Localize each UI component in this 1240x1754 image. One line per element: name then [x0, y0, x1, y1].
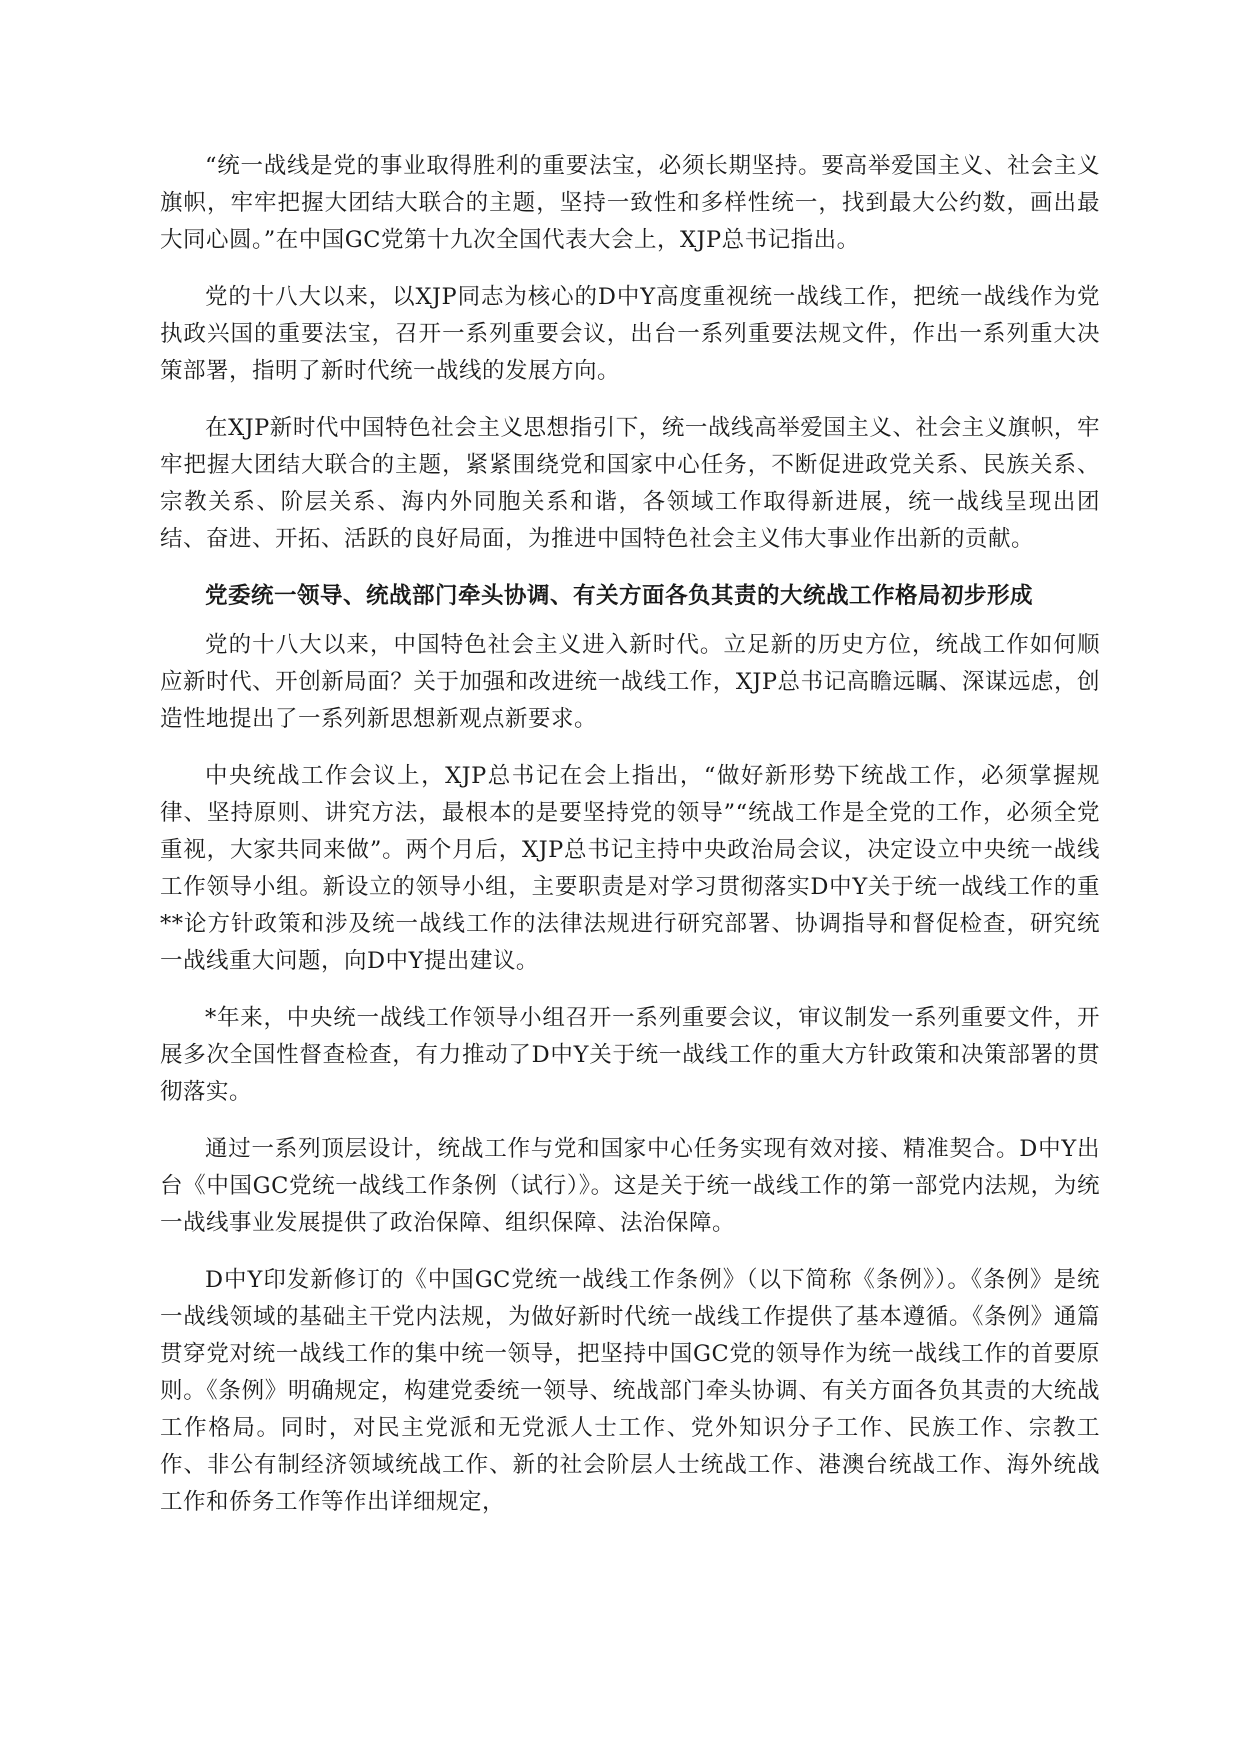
paragraph-top-level-design: 通过一系列顶层设计，统战工作与党和国家中心任务实现有效对接、精准契合。D中Y出台《中国GC党统一战线工作条例（试行）》。这是关于统一战线工作的第一部党内法规，为统一战线事业发展提供了政治保障、组织保障、法治保障。 — [160, 1136, 1100, 1236]
paragraph-intro-quote: “统一战线是党的事业取得胜利的重要法宝，必须长期坚持。要高举爱国主义、社会主义旗帜，牢牢把握大团结大联合的主题，坚持一致性和多样性统一，找到最大公约数，画出最大同心圆。”在中国GC党第十九次全国代表大会上，XJP总书记指出。 — [160, 153, 1100, 253]
paragraph-leading-group: *年来，中央统一战线工作领导小组召开一系列重要会议，审议制发一系列重要文件，开展多次全国性督查检查，有力推动了D中Y关于统一战线工作的重大方针政策和决策部署的贯彻落实。 — [160, 1005, 1100, 1105]
section-heading: 党委统一领导、统战部门牵头协调、有关方面各负其责的大统战工作格局初步形成 — [205, 583, 1034, 609]
paragraph-regulations: D中Y印发新修订的《中国GC党统一战线工作条例》（以下简称《条例》）。《条例》是统一战线领域的基础主干党内法规，为做好新时代统一战线工作提供了基本遵循。《条例》通篇贯穿党对统一战线工作的集中统一领导，把坚持中国GC党的领导作为统一战线工作的首要原则。《条例》明确规定，构建党委统一领导、统战部门牵头协调、有关方面各负其责的大统战工作格局。同时，对民主党派和无党派人士工作、党外知识分子工作、民族工作、宗教工作、非公有制经济领域统战工作、新的社会阶层人士统战工作、港澳台统战工作、海外统战工作和侨务工作等作出详细规定， — [160, 1267, 1100, 1515]
paragraph-since-18th-congress: 党的十八大以来，以XJP同志为核心的D中Y高度重视统一战线工作，把统一战线作为党执政兴国的重要法宝，召开一系列重要会议，出台一系列重要法规文件，作出一系列重大决策部署，指明了新时代统一战线的发展方向。 — [160, 284, 1100, 384]
paragraph-guidance: 在XJP新时代中国特色社会主义思想指引下，统一战线高举爱国主义、社会主义旗帜，牢牢把握大团结大联合的主题，紧紧围绕党和国家中心任务，不断促进政党关系、民族关系、宗教关系、阶层关系、海内外同胞关系和谐，各领域工作取得新进展，统一战线呈现出团结、奋进、开拓、活跃的良好局面，为推进中国特色社会主义伟大事业作出新的贡献。 — [160, 415, 1100, 552]
document-page — [160, 148, 1100, 1541]
paragraph-new-era: 党的十八大以来，中国特色社会主义进入新时代。立足新的历史方位，统战工作如何顺应新时代、开创新局面？关于加强和改进统一战线工作，XJP总书记高瞻远瞩、深谋远虑，创造性地提出了一系列新思想新观点新要求。 — [160, 632, 1100, 732]
paragraph-central-conference: 中央统战工作会议上，XJP总书记在会上指出，“做好新形势下统战工作，必须掌握规律、坚持原则、讲究方法，最根本的是要坚持党的领导”“统战工作是全党的工作，必须全党重视，大家共同来做”。两个月后，XJP总书记主持中央政治局会议，决定设立中央统一战线工作领导小组。新设立的领导小组，主要职责是对学习贯彻落实D中Y关于统一战线工作的重**论方针政策和涉及统一战线工作的法律法规进行研究部署、协调指导和督促检查，研究统一战线重大问题，向D中Y提出建议。 — [160, 763, 1100, 974]
